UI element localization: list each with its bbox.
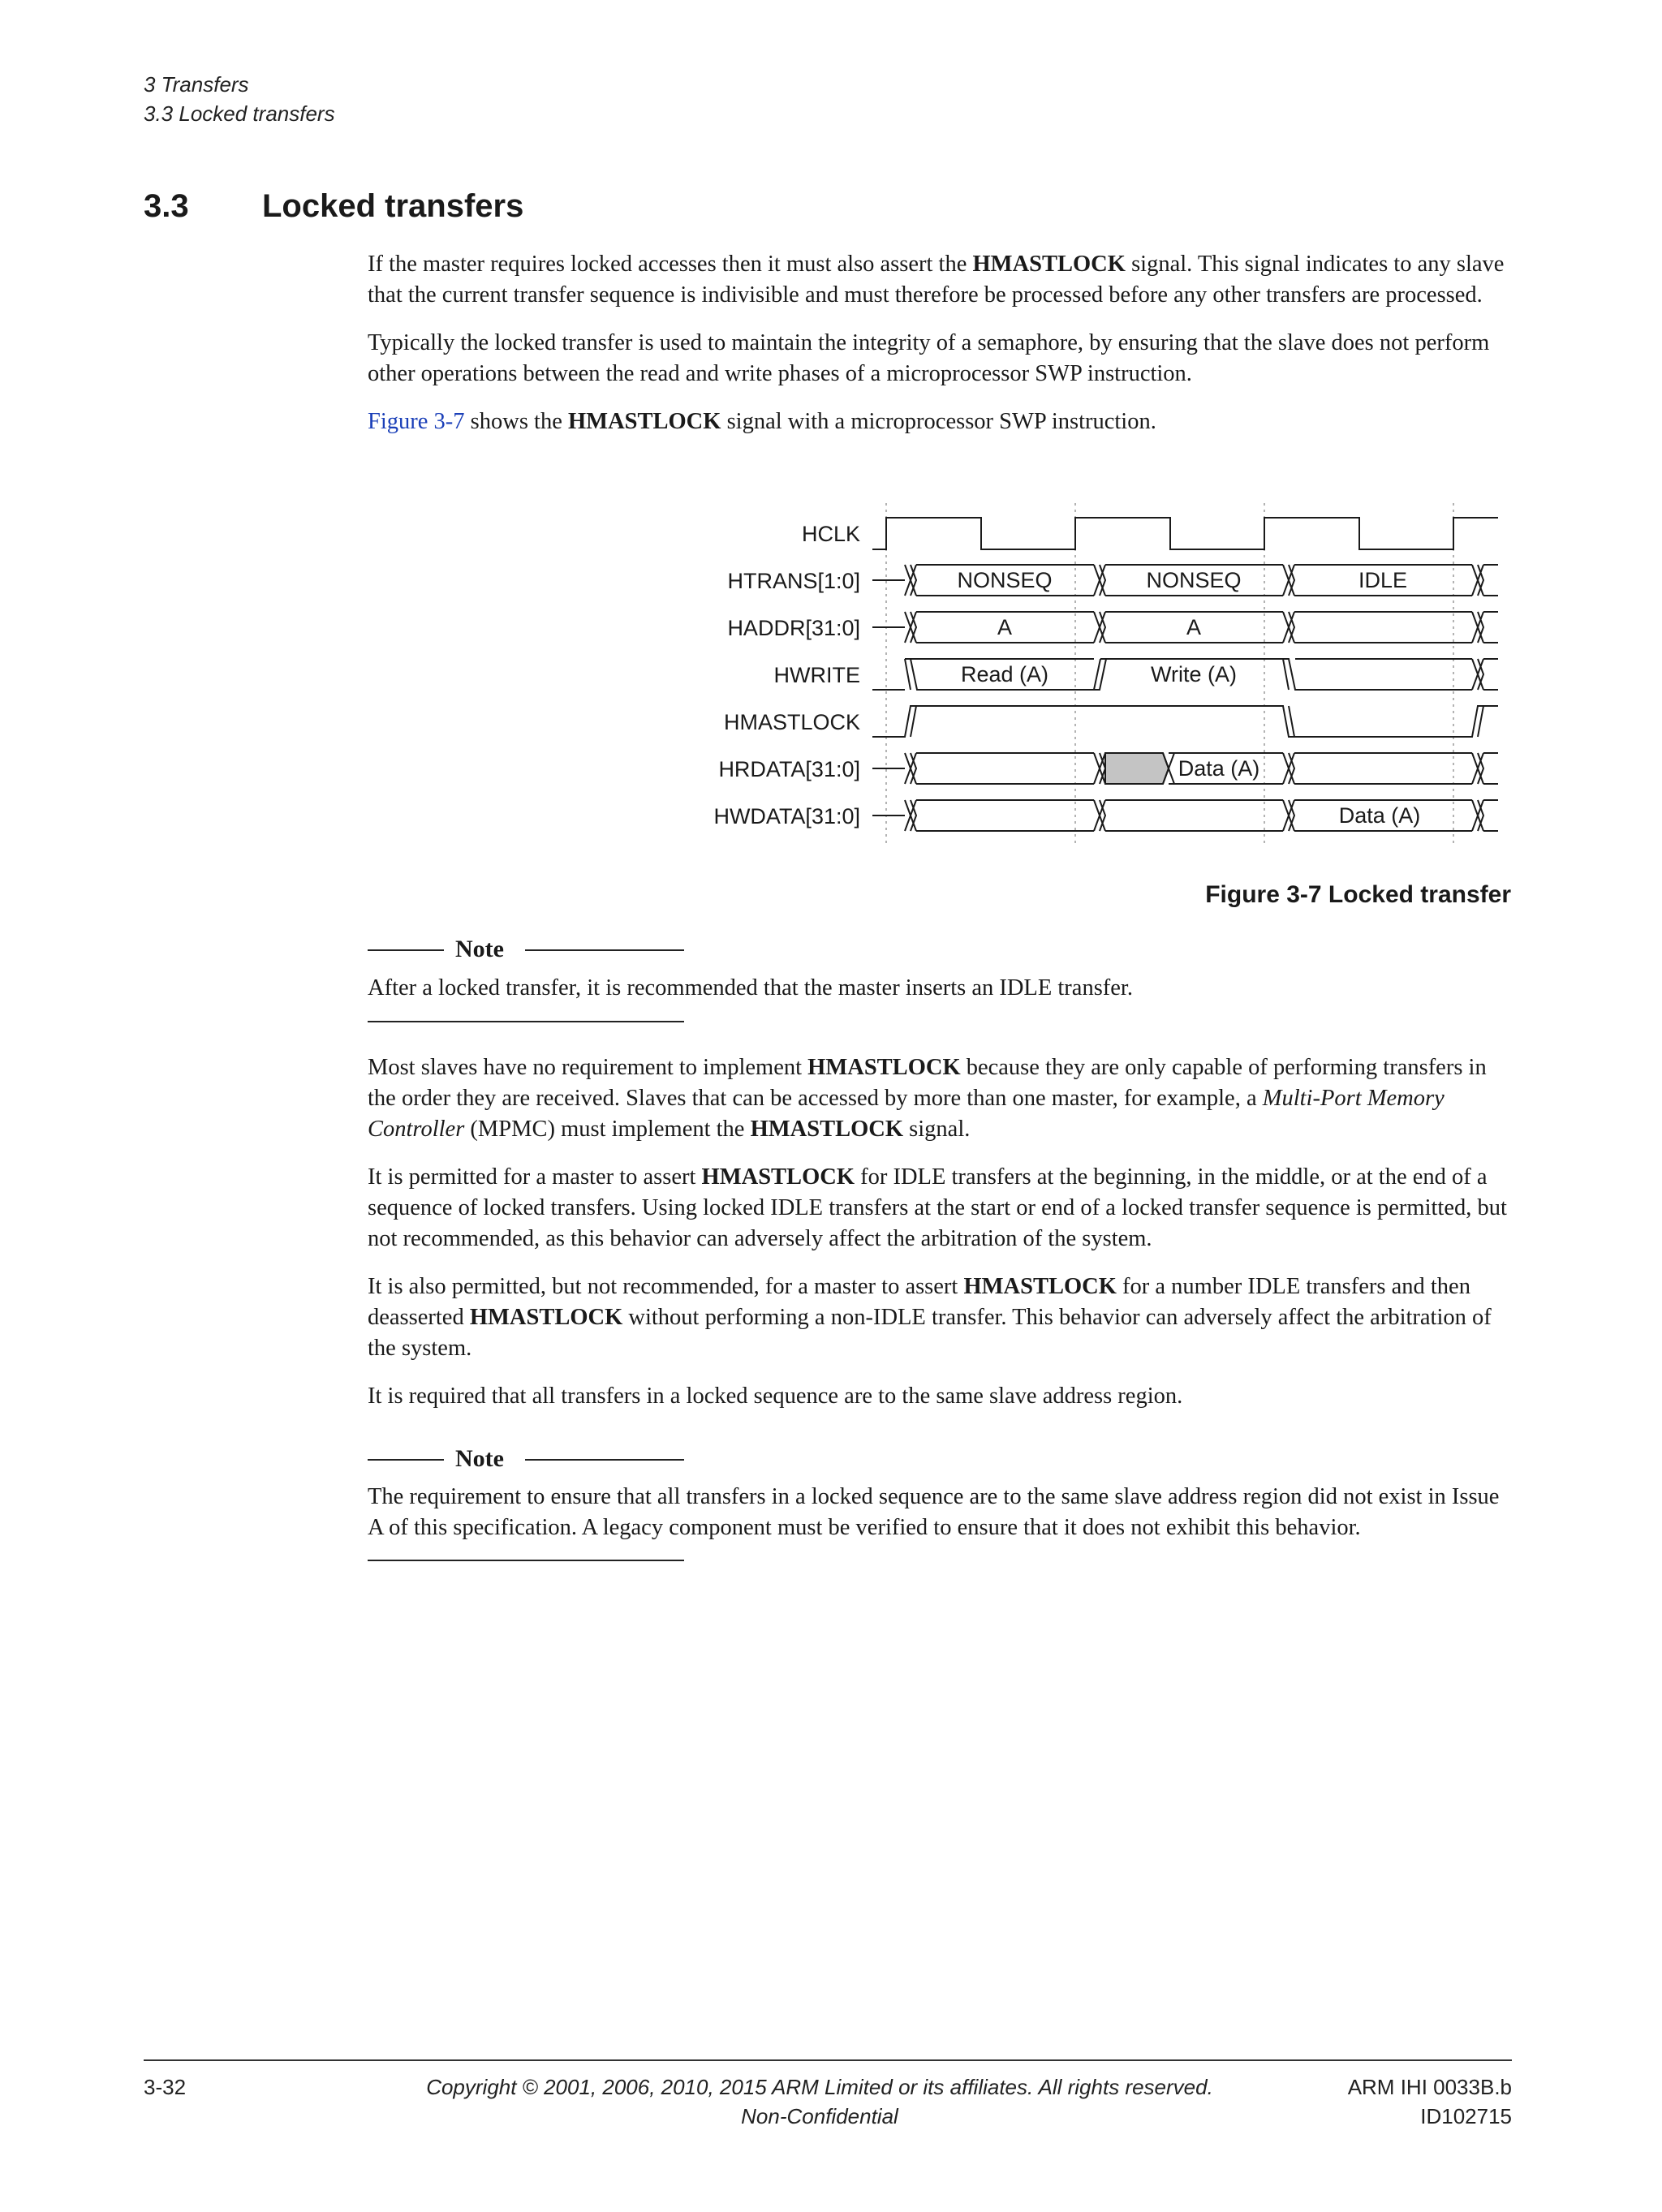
signal-label-hwdata: HWDATA[31:0] (713, 804, 860, 828)
footer-center (373, 2072, 1266, 2131)
running-header-chapter: 3 Transfers (144, 72, 249, 97)
hwrite-value-read: Read (A) (960, 662, 1049, 686)
section-number: 3.3 (144, 188, 189, 224)
haddr-value-1: A (997, 615, 1013, 639)
note-rule-2 (368, 1560, 684, 1561)
document-id: ARM IHI 0033B.b (1347, 2075, 1512, 2099)
hclk-waveform (872, 518, 1498, 549)
paragraph-5: It is permitted for a master to assert HMASTLOCK for IDLE transfers at the beginning, in the middle, or at the end of a sequence of locked transfers. Using locked IDLE transfers at the start or end of a locked transfer sequence is permitted, but not recommended, as this behavior can adversely affect the arbitration of the system. (368, 1164, 1507, 1251)
section-title: Locked transfers (262, 188, 524, 224)
copyright-text: Copyright © 2001, 2006, 2010, 2015 ARM Limited or its affiliates. All rights reserved. (426, 2075, 1213, 2099)
footer-doc-id (1348, 2072, 1512, 2131)
note-text-2: The requirement to ensure that all transfers in a locked sequence are to the same slave address region did not exist in Issue A of this specification. A legacy component must be verified to ensure that it does not exhibit this behavior. (368, 1484, 1500, 1540)
hwrite-value-write: Write (A) (1151, 662, 1237, 686)
haddr-waveform (872, 612, 1498, 643)
htrans-value-2: NONSEQ (1146, 568, 1242, 592)
signal-label-haddr: HADDR[31:0] (727, 616, 860, 640)
signal-label-hmastlock: HMASTLOCK (723, 710, 860, 734)
hmastlock-waveform (872, 706, 1498, 737)
document-version: ID102715 (1420, 2104, 1512, 2128)
signal-label-htrans: HTRANS[1:0] (727, 569, 860, 593)
paragraph-2: Typically the locked transfer is used to maintain the integrity of a semaphore, by ensuring that the slave does not perform other operations between the read and write phases of a microprocessor SWP instruction. (368, 330, 1490, 386)
note-text-1: After a locked transfer, it is recommended that the master inserts an IDLE transfer. (368, 975, 1133, 1001)
timing-diagram (698, 503, 1509, 844)
signal-label-hwrite: HWRITE (773, 663, 860, 687)
confidentiality-text: Non-Confidential (741, 2104, 898, 2128)
hrdata-value: Data (A) (1178, 756, 1260, 781)
paragraph-3: Figure 3-7 shows the HMASTLOCK signal with a microprocessor SWP instruction. (368, 409, 1156, 434)
figure-link[interactable]: Figure 3-7 (368, 409, 465, 434)
running-header-section: 3.3 Locked transfers (144, 101, 335, 126)
signal-label-hclk: HCLK (801, 522, 860, 546)
running-header (144, 70, 335, 128)
paragraph-4: Most slaves have no requirement to implement HMASTLOCK because they are only capable of performing transfers in the order they are received. Slaves that can be accessed by more than one master, for example, a Multi-Port Memory Controller (MPMC) must implement the HMASTLOCK signal. (368, 1055, 1487, 1142)
note-rule-1 (368, 1021, 684, 1022)
paragraph-7: It is required that all transfers in a locked sequence are to the same slave address region. (368, 1384, 1183, 1409)
page-number: 3-32 (144, 2075, 187, 2099)
htrans-value-1: NONSEQ (957, 568, 1053, 592)
hrdata-wait-state (1105, 753, 1169, 784)
htrans-value-3: IDLE (1358, 568, 1408, 592)
signal-label-hrdata: HRDATA[31:0] (718, 757, 860, 781)
footer-rule (144, 2059, 1512, 2061)
body-text (368, 1052, 1512, 1412)
paragraph-1: If the master requires locked accesses then it must also assert the HMASTLOCK signal. This signal indicates to any slave that the current transfer sequence is indivisible and must therefore be processed before any other transfers are processed. (368, 252, 1505, 308)
note-heading-2: Note (368, 1443, 684, 1475)
intro-text (368, 249, 1512, 437)
paragraph-6: It is also permitted, but not recommended, for a master to assert HMASTLOCK for a number IDLE transfers and then deasserted HMASTLOCK without performing a non-IDLE transfer. This behavior can adversely affect the arbitration of the system. (368, 1274, 1492, 1361)
haddr-value-2: A (1186, 615, 1202, 639)
hwdata-value: Data (A) (1338, 803, 1421, 828)
note-heading-1: Note (368, 933, 684, 966)
figure-caption: Figure 3-7 Locked transfer (1205, 881, 1511, 908)
